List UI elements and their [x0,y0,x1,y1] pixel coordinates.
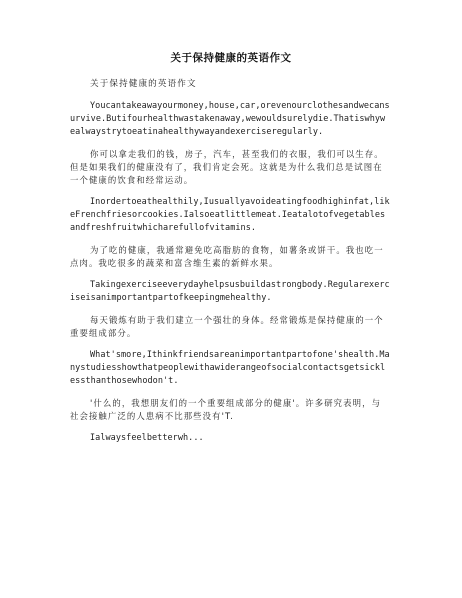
paragraph-en-4: What'smore,Ithinkfriendsareanimportantpartofone'shealth.Manystudiesshowthatpeoplewithawiderangeofsocialcontactsgetsicklessthanthosewhodon't. [70,350,390,386]
paragraph-en-2: Inordertoeathealthily,Iusuallyavoideatingfoodhighinfat,likeFrenchfriesorcookies.Ialsoeatlittlemeat.Ieatalotofvegetablesandfreshfruitwhicharefullofvitamins. [70,197,390,233]
document-body [70,78,390,454]
paragraph-zh-4: '什么的，我想朋友们的一个重要组成部分的健康'。许多研究表明，与社会接触广泛的人患病不比那些没有'T. [70,398,382,421]
paragraph-en-3: Takingexerciseeverydayhelpsusbuildastrongbody.Regularexerciseisanimportantpartofkeepingmehealthy. [70,280,390,303]
paragraph-zh-3: 每天锻炼有助于我们建立一个强壮的身体。经常锻炼是保持健康的一个重要组成部分。 [70,315,384,338]
paragraph-heading: 关于保持健康的英语作文 [90,79,197,89]
document-title: 关于保持健康的英语作文 [170,52,292,64]
paragraph-en-1: Youcantakeawayourmoney,house,car,orevenourclothesandwecansurvive.Butifourhealthwastakenaway,wewouldsurelydie.Thatiswhywealwaystrytoeatinahealthywayandexerciseregularly. [70,101,390,137]
paragraph-zh-2: 为了吃的健康，我通常避免吃高脂肪的食物，如薯条或饼干。我也吃一点肉。我吃很多的蔬菜和富含维生素的新鲜水果。 [70,245,384,268]
paragraph-zh-1: 你可以拿走我们的钱，房子，汽车，甚至我们的衣服，我们可以生存。但是如果我们的健康没有了，我们肯定会死。这就是为什么我们总是试图在一个健康的饮食和经常运动。 [70,149,384,185]
paragraph-en-5: Ialwaysfeelbetterwh... [90,433,204,443]
